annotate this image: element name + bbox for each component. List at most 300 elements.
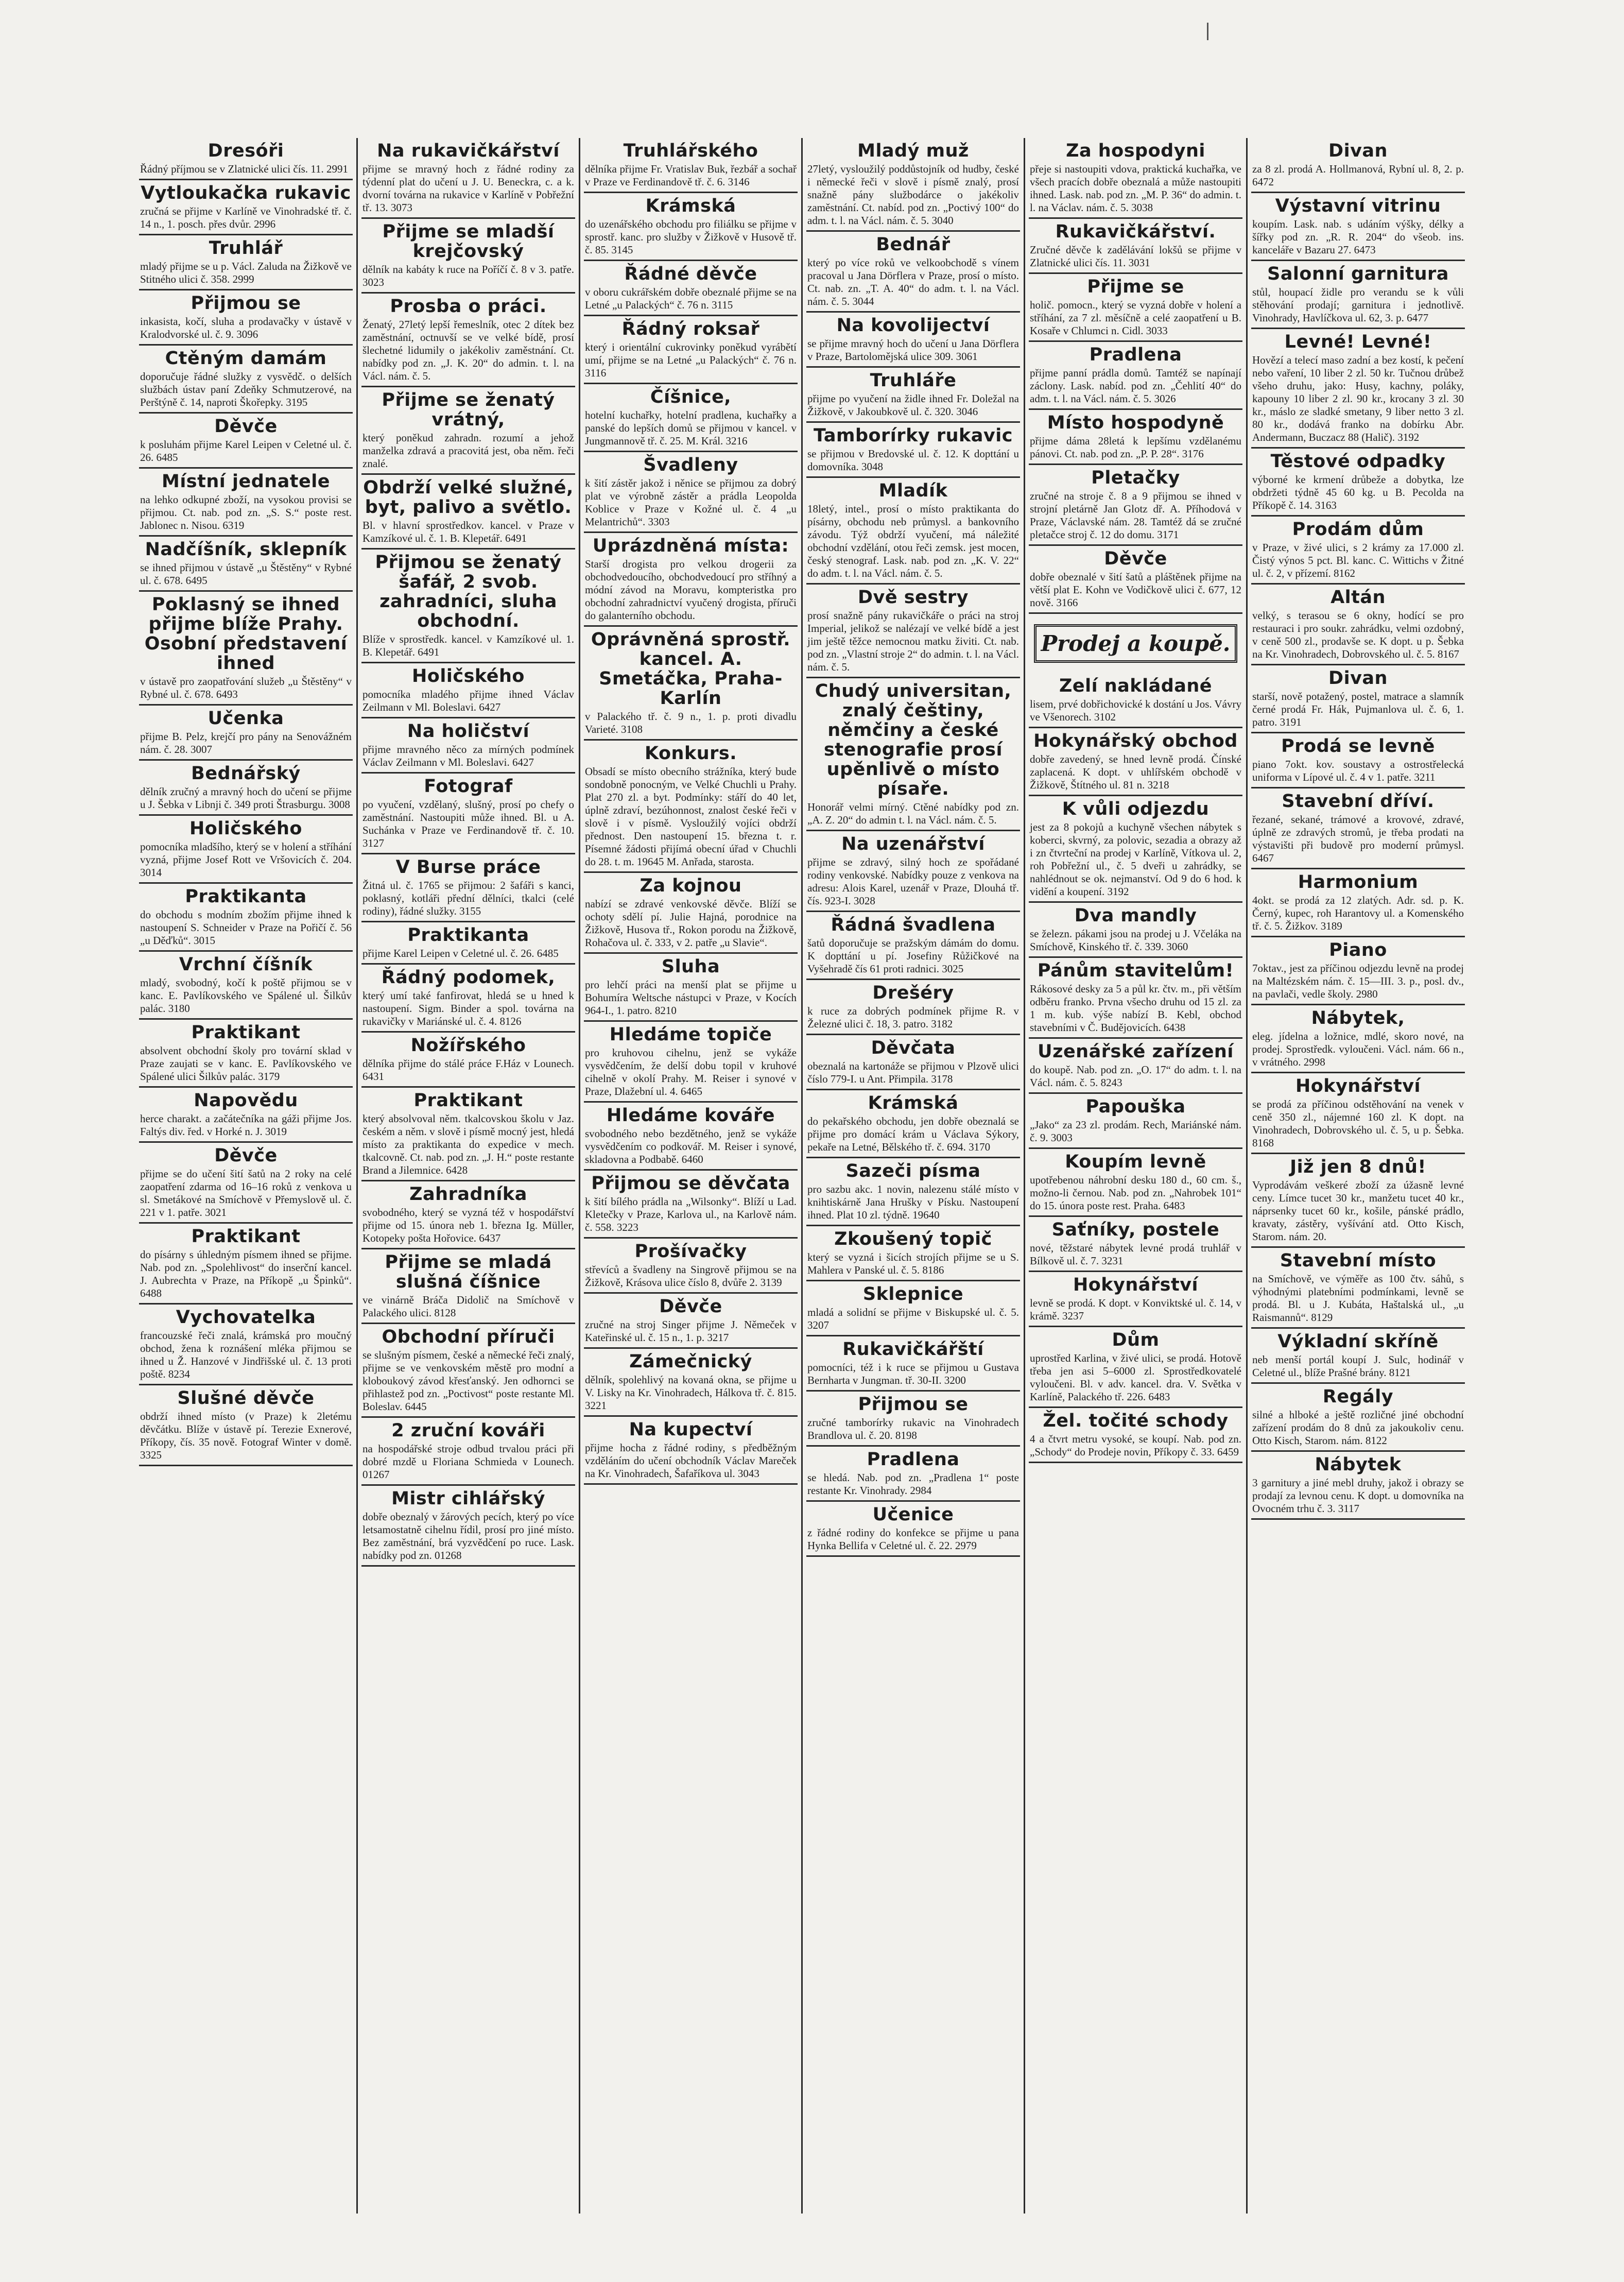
ad-body: k šití zástěr jakož i něnice se přijmou za dobrý plat ve výrobně zástěr a prádla Leopolda Koblice v Praze v Kožné ul. č. 4 „u Melantrichů“. 3303 — [585, 477, 797, 528]
ad-body: se přijme mravný hoch do učení u Jana Dörflera v Praze, Bartolomějská ulice 309. 3061 — [807, 337, 1019, 363]
ad-body: k posluhám přijme Karel Leipen v Celetné ul. č. 26. 6485 — [140, 438, 352, 464]
ad-body: levně se prodá. K dopt. v Konviktské ul. č. 14, v krámě. 3237 — [1030, 1297, 1241, 1322]
ad-body: Řádný příjmou se v Zlatnické ulici čís. 11. 2991 — [140, 163, 348, 175]
ad-body: mladý, svobodný, kočí k poště přijmou se v kanc. E. Pavlíkovského ve Spálené ul. Šilkův palác. 3180 — [140, 976, 352, 1015]
ad-heading: Prosba o práci. — [390, 296, 547, 317]
ad-body: na hospodářské stroje odbud trvalou práci při dobré mzdě u Floriana Schmieda v Lounech. 01267 — [362, 1443, 574, 1481]
ad-body: Ženatý, 27letý lepší řemeslník, otec 2 dítek bez zaměstnání, octnuvší se ve velké bídě, prosí šlechetné lidumily o jakékoliv zaměstnání. Ct. nabídky pod zn. „J. K. 20“ do admin. t. l. na Václ. nám. č. 5. — [362, 318, 574, 382]
ad-body: zručné na stroj Singer přijme J. Němeček v Kateřinské ul. č. 15 n., 1. p. 3217 — [585, 1318, 797, 1344]
ad-body: Bl. v hlavní sprostředkov. kancel. v Praze v Kamzíkové ul. č. 1. B. Klepetář. 6491 — [362, 519, 574, 544]
ad-heading: Praktikant — [413, 1090, 523, 1111]
ad-heading: Pradlena — [1089, 345, 1182, 365]
ad-heading: Mistr cihlářský — [391, 1488, 545, 1509]
ad-heading: Napovědu — [194, 1090, 298, 1111]
ad-body: 18letý, intel., prosí o místo praktikanta do písárny, obchodu neb průmysl. a bankovního závodu. Týž obdrží vyučení, má náležité obchodní vzdělání, otou řeči zemsk. jest mocen, český stenograf. Lask. nab. pod zn. „K. V. 22“ do adm. t. l. na Václ. nám. č. 5. — [807, 503, 1019, 579]
classified-ad — [361, 1088, 575, 1181]
ad-body: 4 a čtvrt metru vysoké, se koupí. Nab. pod zn. „Schody“ do Prodeje novin, Příkopy č. 33. 6459 — [1030, 1433, 1241, 1458]
ad-heading: Přijmou se — [858, 1394, 969, 1415]
ad-heading: Pletačky — [1091, 468, 1180, 488]
ad-body: velký, s terasou se 6 okny, hodící se pro restauraci i pro soukr. zahrádku, velmi ozdobný, v ceně 500 zl., prodavše se. K dopt. u p. Šebka na Kr. Vinohradech, Dobrovského ul. č. 5. 8167 — [1252, 609, 1464, 660]
ad-body: nové, těžstaré nábytek levné prodá truhlář v Bílkově ul. č. 7. 3231 — [1030, 1242, 1241, 1267]
classified-ad — [361, 1181, 575, 1249]
ad-body: na Smíchově, ve výměře as 100 čtv. sáhů, s výhodnými platebními podmínkami, levně se prodá. Bl. u J. Kubáta, Haštalská ul., „u Raismannů“. 8129 — [1252, 1273, 1464, 1324]
ad-body: dělník zručný a mravný hoch do učení se přijme u J. Šebka v Libnji č. 349 proti Štrasburgu. 3008 — [140, 785, 352, 811]
ad-body: který poněkud zahradn. rozumí a jehož manželka zdravá a pracovitá jest, oba něm. řeči znalé. — [362, 432, 574, 470]
ad-body: pomocníka mladého přijme ihned Václav Zeilmann v Ml. Boleslavi. 6427 — [362, 688, 574, 713]
classified-ad — [139, 537, 353, 592]
ad-body: se hledá. Nab. pod zn. „Pradlena 1“ poste restante Kr. Vinohrady. 2984 — [807, 1471, 1019, 1497]
classified-ad — [584, 1349, 798, 1417]
ad-heading: Uprázdněná místa: — [592, 536, 789, 556]
classified-ad — [361, 774, 575, 854]
ad-body: dobře obeznalý v žárových pecích, který po více letsamostatně cihelnu řídil, prosí pro jiné místo. Bez zaměstnání, brá vyzvědčení po ruce. Lask. nabídky pod zn. 01268 — [362, 1511, 574, 1562]
ad-heading: Dresóři — [208, 141, 284, 161]
classified-ad — [806, 1336, 1020, 1392]
ad-heading: Mladík — [878, 481, 948, 501]
ad-body: přijme dáma 28letá k lepšímu vzdělanému pánovi. Ct. nab. pod zn. „P. P. 28“. 3176 — [1030, 435, 1241, 460]
classified-ad — [361, 1486, 575, 1567]
ad-heading: Řádná švadlena — [831, 915, 996, 935]
classified-ad — [361, 922, 575, 965]
ad-body: k šití bílého prádla na „Wilsonky“. Blíží u Lad. Kletečky v Praze, Karlova ul., na Karlově nám. č. 558. 3223 — [585, 1195, 797, 1233]
classified-ad — [1029, 1039, 1242, 1094]
ad-heading: Bednář — [876, 234, 951, 255]
ad-body: Zručné děvče k zadělávání lokšů se přijme v Zlatnické ulici čís. 11. 3031 — [1030, 244, 1241, 269]
ad-heading: Přijme se — [1087, 277, 1184, 297]
classified-ad — [1029, 1327, 1242, 1408]
classified-ad — [361, 475, 575, 550]
ad-body: který po více roků ve velkoobchodě s vínem pracoval u Jana Dörflera v Praze, prosí o místo. Ct. nab. zn. „T. A. 40“ do adm. t. l. na Václ. nám. č. 5. 3044 — [807, 256, 1019, 307]
column-rule — [801, 138, 803, 2214]
ad-heading: Místo hospodyně — [1047, 413, 1224, 433]
classified-ad — [1251, 1384, 1465, 1452]
ad-body: v oboru cukrářském dobře obeznalé přijme se na Letné „u Palackých“ č. 76 n. 3115 — [585, 286, 797, 311]
ad-heading: Oprávněná sprostř. kancel. A. Smetáčka, Praha-Karlín — [591, 629, 791, 709]
ad-heading: Na kupectví — [629, 1419, 753, 1440]
classified-ad — [1029, 465, 1242, 546]
ad-heading: Sazeči písma — [845, 1161, 981, 1181]
ad-heading: Děvče — [1104, 548, 1167, 569]
ad-heading: Zahradníka — [409, 1184, 527, 1205]
ad-heading: Ctěným damám — [165, 348, 327, 369]
ad-body: svobodného nebo bezdětného, jenž se vykáže vysvědčením co podkovář. M. Reiser i synové, skladovna a Podbabě. 6460 — [585, 1127, 797, 1165]
ad-body: svobodného, který se vyzná též v hospodářství přijme od 15. února neb 1. března Ig. Müller, Kotopeky pošta Hořovice. 6437 — [362, 1206, 574, 1244]
ad-heading: Děvče — [214, 1145, 278, 1166]
ad-body: pro lehčí práci na menší plat se přijme u Bohumíra Weltsche nástupci v Praze, v Kocích 964-I., 1. patro. 8210 — [585, 979, 797, 1017]
ad-heading: Divan — [1328, 668, 1388, 689]
classified-ad — [584, 1022, 798, 1103]
ad-heading: Číšnice, — [650, 387, 732, 407]
ad-heading: Tamborírky rukavic — [814, 425, 1013, 446]
ad-heading: Obdrží velké služné, byt, palivo a světlo. — [363, 477, 574, 518]
ad-heading: Švadleny — [643, 455, 738, 475]
ad-body: výborné ke krmení drůbeže a dobytka, lze obdržeti týdně 45 60 kg. u B. Pecolda na Příkopě č. 14. 3163 — [1252, 473, 1464, 511]
classified-ad — [806, 1158, 1020, 1226]
ad-heading: Holičského — [189, 818, 302, 839]
ad-heading: Již jen 8 dnů! — [1290, 1157, 1426, 1177]
ad-body: šatů doporučuje se pražským dámám do domu. K dopttání u pí. Josefiny Růžičkové na Vyšehradě čís 61 proti radnici. 3025 — [807, 937, 1019, 975]
ad-heading: Salonní garnitura — [1267, 264, 1449, 284]
ad-body: pomocníka mladšího, který se v holení a stříhání vyzná, přijme Josef Rott ve Vršovicích č. 204. 3014 — [140, 840, 352, 879]
classified-ad — [361, 138, 575, 219]
classified-ad — [139, 816, 353, 884]
classified-ad — [806, 1447, 1020, 1502]
classified-ad — [139, 1224, 353, 1305]
ad-heading: Hledáme kováře — [607, 1105, 775, 1126]
ad-heading: Přijmou se — [191, 293, 301, 314]
ad-heading: Řádné děvče — [624, 264, 757, 284]
ad-heading: Přijme se mladší krejčovský — [382, 221, 555, 262]
column-rule — [1246, 138, 1248, 2214]
classified-ad — [806, 1035, 1020, 1090]
classified-ad — [584, 1103, 798, 1171]
classified-ad — [361, 1033, 575, 1088]
classified-ad — [806, 1392, 1020, 1447]
classified-ad — [1251, 733, 1465, 788]
classified-ad — [361, 294, 575, 387]
classified-ad — [139, 706, 353, 761]
ad-heading: Slušné děvče — [177, 1388, 315, 1409]
classified-ad — [806, 912, 1020, 980]
classified-ad — [1251, 1248, 1465, 1329]
ad-body: inkasista, kočí, sluha a prodavačky v ústavě v Kralodvorské ul. č. 9. 3096 — [140, 315, 352, 340]
ad-heading: Přijmou se děvčata — [591, 1173, 790, 1194]
ad-body: 7oktav., jest za příčinou odjezdu levně na prodej na Maltézském nám. č. 15—III. 3. p., posl. dv., na pavlači, vedle školy. 2980 — [1252, 962, 1464, 1000]
ad-body: pro sazbu akc. 1 novin, nalezenu stálé místo v knihtiskárně Jana Hrušky v Písku. Nastoupení ihned. Plat 10 zl. týdně. 19640 — [807, 1183, 1019, 1221]
classified-ad — [1251, 1452, 1465, 1520]
ad-body: Vyprodávám veškeré zboží za úžasně levné ceny. Límce tucet 30 kr., manžetu tucet 40 kr., náprsenky tucet 60 kr., košile, pánské prádlo, kravaty, zástěry, vyšívání atd. Otto Kisch, Starom. nám. 20. — [1252, 1179, 1464, 1243]
classified-ad — [1251, 585, 1465, 665]
column-5 — [1029, 138, 1242, 2214]
ad-heading: Děvčata — [871, 1038, 956, 1058]
section-banner — [1034, 624, 1237, 663]
ad-body: „Jako“ za 23 zl. prodám. Rech, Mariánské nám. č. 9. 3003 — [1030, 1119, 1241, 1144]
ad-heading: Přijme se ženatý vrátný, — [382, 390, 555, 430]
ad-heading: 2 zruční kováři — [391, 1420, 545, 1441]
ad-heading: Krámská — [868, 1093, 959, 1113]
ad-heading: Koupím levně — [1065, 1152, 1206, 1172]
ad-heading: Nožířského — [410, 1035, 526, 1056]
ad-body: se přijmou v Bredovské ul. č. 12. K dopttání u domovníka. 3048 — [807, 448, 1019, 473]
classified-ad — [584, 452, 798, 533]
classified-ad — [806, 585, 1020, 678]
classified-ad — [139, 290, 353, 346]
classified-ad — [1029, 1272, 1242, 1327]
classified-ad — [584, 1239, 798, 1294]
classified-ad — [139, 1020, 353, 1088]
classified-ad — [139, 180, 353, 235]
ad-body: Žitná ul. č. 1765 se přijmou: 2 šafáři s kanci, poklasný, kotláři přední dělníci, tkalci (celé rodiny), řádné služky. 3155 — [362, 879, 574, 917]
ad-heading: Žel. točité schody — [1043, 1411, 1229, 1431]
ad-body: do uzenářského obchodu pro filiálku se přijme v sprostř. kanc. pro služby v Žižkově v Husově tř. č. 85. 3145 — [585, 218, 797, 256]
classified-page — [139, 138, 1465, 2214]
ad-heading: Truhlářského — [623, 141, 758, 161]
classified-ad — [1029, 958, 1242, 1039]
classified-ad — [139, 469, 353, 537]
classified-ad — [139, 1385, 353, 1466]
ad-heading: Sluha — [661, 956, 720, 977]
ad-heading: Na holičství — [407, 721, 530, 742]
ad-heading: Dům — [1112, 1330, 1160, 1350]
ad-body: 4okt. se prodá za 12 zlatých. Adr. sd. p. K. Černý, kupec, roh Harantovy ul. a Komenského tř. č. 5. Žižkov. 3189 — [1252, 894, 1464, 932]
ad-heading: Fotograf — [424, 776, 513, 797]
ad-body: který umí také fanfirovat, hledá se u hned k nastoupení. Sigm. Binder a spol. továrna na rukavičky v Mariánské ul. č. 4. 8126 — [362, 989, 574, 1027]
ad-body: ve vinárně Bráča Didolič na Smíchově v Palackého ulici. 8128 — [362, 1294, 574, 1319]
ad-body: obeznalá na kartonáže se přijmou v Plzově ulici číslo 779-I. u Ant. Přimpila. 3178 — [807, 1060, 1019, 1085]
ad-body: zručné tamborírky rukavic na Vinohradech Brandlova ul. č. 20. 8198 — [807, 1416, 1019, 1442]
ad-body: dělník na kabáty k ruce na Poříčí č. 8 v 3. patře. 3023 — [362, 263, 574, 288]
ad-heading: Krámská — [645, 196, 736, 216]
classified-ad — [806, 1090, 1020, 1158]
ad-body: po vyučení, vzdělaný, slušný, prosí po chefy o zaměstnání. Nastoupiti může ihned. Bl. u A. Suchánka v Praze ve Ferdinandově tř. č. 10. 3127 — [362, 798, 574, 849]
classified-ad — [1251, 329, 1465, 449]
classified-ad — [806, 138, 1020, 232]
ad-heading: Hledáme topiče — [609, 1024, 772, 1045]
classified-ad — [1029, 138, 1242, 219]
ad-body: jest za 8 pokojů a kuchyně všechen nábytek s koberci, skvrný, za polovic, sezadia a obrazy až i zn čtvrteční na prodej v Karlíně, Vítkova ul. 2, roh Pobřežní ul., č. 5 dveři u zahrádky, se nahlédnout se ok. nejmanství. Od 9 do 6 hod. k vidění a koupení. 3192 — [1030, 821, 1241, 898]
ad-heading: Zkoušený topič — [834, 1229, 992, 1249]
ad-body: dobře obeznalé v šití šatů a pláštěnek přijme na větší plat E. Kohn ve Vodičkově ulici č. 677, 12 nově. 3166 — [1030, 571, 1241, 609]
ad-body: z řádné rodiny do konfekce se přijme u pana Hynka Bellifa v Celetné ul. č. 22. 2979 — [807, 1526, 1019, 1552]
classified-ad — [1251, 1154, 1465, 1248]
ad-heading: Hokynářství — [1295, 1076, 1421, 1096]
ad-heading: Vychovatelka — [176, 1307, 316, 1328]
ad-body: silné a hlboké a ještě rozličné jiné obchodní zařízení prodám do 8 dnů za jakoukoliv cenu. Otto Kisch, Starom. nám. 8122 — [1252, 1409, 1464, 1447]
classified-ad — [1029, 1094, 1242, 1149]
ad-heading: Za kojnou — [640, 876, 742, 896]
ad-heading: Za hospodyni — [1066, 141, 1205, 161]
ad-heading: Mladý muž — [857, 141, 969, 161]
ad-body: řezané, sekané, trámové a krovové, zdravé, úplně ze zdravých stromů, je třeba prodati na výstavišti při budově pro moderní průmysl. 6467 — [1252, 813, 1464, 864]
ad-body: herce charakt. a začátečníka na gáži přijme Jos. Faltýs div. řed. v Horké n. J. 3019 — [140, 1112, 352, 1138]
ad-body: přijme se mravný hoch z řádné rodiny za týdenní plat do učení u J. U. Beneckra, c. a k. dvorní továrna na rukavice v Karlíně v Pobřežní tř. 13. 3073 — [362, 163, 574, 214]
ad-heading: Na rukavičkářství — [377, 141, 560, 161]
ad-heading: Přijme se mladá slušná číšnice — [385, 1252, 552, 1292]
ad-body: Blíže v sprostředk. kancel. v Kamzíkové ul. 1. B. Klepetář. 6491 — [362, 633, 574, 658]
classified-ad — [361, 550, 575, 663]
ad-body: Rákosové desky za 5 a půl kr. čtv. m., při větším odběru franko. Prvna všecho druhu od 15 zl. za 1 m. kub. výše nabízí B. Kebl, obchod stavebními v Č. Budějovicích. 6438 — [1030, 983, 1241, 1034]
ad-heading: Poklasný se ihned přijme blíže Prahy. Osobní představení ihned — [144, 594, 348, 674]
ad-body: zručná se přijme v Karlíně ve Vinohradské tř. č. 14 n., 1. posch. přes dvůr. 2996 — [140, 205, 352, 230]
classified-ad — [806, 980, 1020, 1035]
classified-ad — [584, 316, 798, 384]
classified-ad — [1029, 903, 1242, 958]
ad-body: Honorář velmi mírný. Ctěné nabídky pod zn. „A. Z. 20“ do admin t. l. na Václ. nám. č. 5. — [807, 801, 1019, 826]
classified-ad — [361, 1249, 575, 1324]
ad-heading: Rukavičkářství. — [1055, 221, 1216, 242]
ad-heading: Papouška — [1085, 1096, 1186, 1117]
ad-heading: Drešéry — [872, 983, 954, 1003]
classified-ad — [1029, 728, 1242, 796]
ad-body: za 8 zl. prodá A. Hollmanová, Rybní ul. 8, 2. p. 6472 — [1252, 163, 1464, 188]
ad-body: střevíců a švadleny na Singrově přijmou se na Žižkově, Krásova ulice číslo 8, dvůře 2. 3139 — [585, 1263, 797, 1289]
ad-body: obdrží ihned místo (v Praze) k 2letému děvčátku. Blíže v ústavě pí. Terezie Exnerové, Příkopy, čís. 35 nově. Fotograf Winter v domě. 3325 — [140, 1410, 352, 1461]
ad-heading: Hokynářství — [1073, 1275, 1199, 1295]
classified-ad — [139, 346, 353, 414]
classified-ad — [139, 1305, 353, 1385]
ad-heading: Piano — [1329, 940, 1387, 960]
classified-ad — [139, 235, 353, 290]
classified-ad — [806, 678, 1020, 831]
ad-heading: Rukavičkářští — [842, 1339, 984, 1360]
ad-body: mladý přijme se u p. Václ. Zaluda na Žižkově ve Stitného ulici č. 358. 2999 — [140, 260, 352, 285]
ad-body: přijme Karel Leipen v Celetné ul. č. 26. 6485 — [362, 947, 559, 959]
ad-heading: Místní jednatele — [161, 471, 331, 492]
ad-body: do obchodu s modním zbožím přijme ihned k nastoupení S. Schneider v Praze na Pořičí č. 56 „u Děďků“. 3015 — [140, 908, 352, 947]
ad-body: přijme se do učení šití šatů na 2 roky na celé zaopatření zdarma od 16–16 roků z venkova u sl. Smetákové na Smíchově v Přemyslově ul. č. 221 v 1. patře. 3021 — [140, 1168, 352, 1219]
ad-body: Obsadí se místo obecního strážníka, který bude sondobně ponocným, ve Velké Chuchli u Prahy. Plat 270 zl. a byt. Podmínky: stáří do 40 let, úplně zdraví, bezúhonnost, znalost české řeči v slově i v písmě. Vysloužilý vojíci obdrží přednost. Den nastoupení 15. března t. r. Písemné žádosti přijímá obecní úřad v Chuchli do 28. t. m. 19645 M. Anřada, starosta. — [585, 765, 797, 868]
classified-ad — [1029, 342, 1242, 410]
ad-heading: Nábytek — [1315, 1454, 1402, 1475]
classified-ad — [584, 261, 798, 316]
classified-ad — [361, 718, 575, 774]
classified-ad — [361, 663, 575, 718]
classified-ad — [1251, 261, 1465, 329]
ad-body: přijme mravného něco za mírných podmínek Václav Zeilmann v Ml. Boleslavi. 6427 — [362, 743, 574, 768]
ad-heading: Na uzenářství — [841, 834, 985, 854]
ad-body: dobře zavedený, se hned levně prodá. Čínské zaplacená. K dopt. v uhlířském obchodě v Žižkově, Štítného ul. 81 n. 3218 — [1030, 753, 1241, 791]
ad-body: koupím. Lask. nab. s udáním výšky, délky a šířky pod zn. „R. R. 204“ do všeob. ins. kanceláře v Bazaru 27. 6473 — [1252, 218, 1464, 256]
ad-heading: Děvče — [659, 1296, 722, 1317]
ad-heading: Praktikanta — [185, 886, 307, 907]
ad-body: uprostřed Karlina, v živé ulici, se prodá. Hotově třeba jen asi 5–6000 zl. Sprostředkovatelé vyloučeni. Bl. v adv. kancel. dra. V. Světka v Karlíně, Palackého tř. 226. 6483 — [1030, 1352, 1241, 1403]
ad-body: nabízí se zdravé venkovské děvče. Blíží se ochoty sdělí pí. Julie Hajná, porodnice na Žižkově, Husova tř., Rokon porodu na Žižkově, Rohačova ul. č. 333, v 2. patře „u Slavie“. — [585, 898, 797, 949]
ad-body: doporučuje řádné služky z vysvědč. o delších službách ústav paní Zdeňky Schmutzerové, na Perštýně č. 14, naproti Škořepky. 3195 — [140, 370, 352, 408]
ad-body: piano 7okt. kov. soustavy a ostrostřelecká uniforma v Lípové ul. č. 4 v 1. patře. 3211 — [1252, 758, 1464, 783]
classified-ad — [139, 1088, 353, 1143]
column-6 — [1251, 138, 1465, 2214]
classified-ad — [361, 1418, 575, 1486]
ad-heading: Učenice — [872, 1504, 954, 1525]
classified-ad — [361, 219, 575, 294]
classified-ad — [361, 387, 575, 475]
ad-body: se ihned přijmou v ústavě „u Štěstěny“ v Rybné ul. č. 678. 6495 — [140, 561, 352, 587]
classified-ad — [584, 627, 798, 741]
ad-heading: Učenka — [208, 708, 284, 729]
ad-heading: Konkurs. — [644, 743, 737, 764]
ad-heading: Divan — [1328, 141, 1388, 161]
ad-heading: Řádný roksař — [621, 319, 760, 339]
ad-heading: Zelí nakládané — [1059, 676, 1213, 696]
classified-ad — [1251, 1329, 1465, 1384]
classified-ad — [139, 952, 353, 1020]
classified-ad — [806, 313, 1020, 368]
ad-heading: Zámečnický — [629, 1351, 752, 1372]
section-banner-title: Prodej a koupě. — [1041, 631, 1231, 656]
classified-ad — [361, 965, 575, 1033]
ad-body: Starší drogista pro velkou drogerii za obchodvedoucího, obchodvedoucí pro stříhný a módní závod na Moravu, kompteristka pro obchodní zahradnictví vyučený drogista, příruči do galanterního obchodu. — [585, 558, 797, 622]
ad-body: neb menší portál koupí J. Sulc, hodinář v Celetné ul., blíže Prašné brány. 8121 — [1252, 1353, 1464, 1379]
ad-body: upotřebenou náhrobní desku 180 d., 60 cm. š., možno-li černou. Nab. pod zn. „Nahrobek 101“ do 15. února poste rest. Praha. 6483 — [1030, 1174, 1241, 1212]
ad-body: dělníka přijme do stálé práce F.Ház v Lounech. 6431 — [362, 1057, 574, 1083]
column-1 — [139, 138, 353, 2214]
ad-heading: Přijmou se ženatý šafář, 2 svob. zahradníci, sluha obchodní. — [375, 552, 562, 631]
ad-heading: Výkladní skříně — [1277, 1331, 1439, 1352]
ad-body: na lehko odkupné zboží, na vysokou provisi se přijmou. Ct. nab. pod zn. „S. S.“ poste rest. Jablonec n. Nisou. 6319 — [140, 493, 352, 531]
ad-body: který absolvoval něm. tkalcovskou školu v Jaz. českém a něm. v slově i písmě mocný jest, hledá místo za praktikanta do expedice v mech. tkalcovně. Ct. nab. pod zn. „J. H.“ poste restante Brand a Jilemnice. 6428 — [362, 1112, 574, 1176]
classified-ad — [139, 138, 353, 180]
ad-body: starší, nově potažený, postel, matrace a slamník černé prodá Fr. Hák, Pujmanlova ul. č. 6, 1. patro. 3191 — [1252, 690, 1464, 728]
classified-ad — [1029, 219, 1242, 274]
ad-heading: Truhláře — [870, 370, 957, 391]
ad-heading: Truhlář — [209, 238, 283, 259]
classified-ad — [584, 384, 798, 452]
classified-ad — [806, 423, 1020, 478]
ad-body: k ruce za dobrých podmínek přijme R. v Železné ulici č. 18, 3. patro. 3182 — [807, 1005, 1019, 1030]
classified-ad — [139, 884, 353, 952]
ad-heading: Těstové odpadky — [1270, 451, 1446, 472]
ad-heading: Praktikanta — [407, 925, 529, 946]
ad-heading: Vytloukačka rukavic — [141, 183, 351, 203]
ad-heading: Prošívačky — [634, 1241, 747, 1262]
ad-body: přijme panní prádla domů. Tamtéž se napínají záclony. Lask. nabíd. pod zn. „Čehlití 40“ do adm. t. l. na Václ. nám. č. 5. 3026 — [1030, 367, 1241, 405]
classified-ad — [1029, 796, 1242, 903]
scan-mark — [1207, 23, 1208, 40]
ad-body: absolvent obchodní školy pro tovární sklad v Praze zaujati se v kanc. E. Pavlíkovského ve Spálené ulici Šilkův palác. 3179 — [140, 1044, 352, 1083]
classified-ad — [1029, 1408, 1242, 1463]
classified-ad — [361, 854, 575, 922]
ad-heading: Altán — [1331, 587, 1386, 608]
ad-heading: V Burse práce — [395, 857, 541, 878]
classified-ad — [139, 1143, 353, 1224]
ad-body: do koupě. Nab. pod zn. „O. 17“ do adm. t. l. na Václ. nám. č. 5. 8243 — [1030, 1063, 1241, 1089]
ad-body: hotelní kuchařky, hotelní pradlena, kuchařky a panské do lepších domů se přijmou v kancel. v Jungmannově tř. č. 25. M. Král. 3216 — [585, 409, 797, 447]
ad-body: přijme po vyučení na židle ihned Fr. Doležal na Žižkově, v Jakoubkově ul. č. 320. 3046 — [807, 392, 1019, 418]
classified-ad — [584, 954, 798, 1022]
classified-ad — [806, 831, 1020, 912]
ad-body: dělníka přijme Fr. Vratislav Buk, řezbář a sochař v Praze ve Ferdinandově tř. č. 6. 3146 — [585, 163, 797, 188]
ad-heading: Pánům stavitelům! — [1037, 960, 1234, 981]
classified-ad — [806, 1502, 1020, 1557]
ad-heading: Výstavní vitrinu — [1275, 196, 1441, 216]
ad-heading: Saťníky, postele — [1051, 1220, 1220, 1240]
ad-body: 3 garnitury a jiné mebl druhy, jakož i obrazy se prodají za levnou cenu. K dopt. u domovníka na Ovocném trhu č. 3. 3117 — [1252, 1477, 1464, 1515]
ad-body: Hovězí a telecí maso zadní a bez kostí, k pečení nebo vaření, 10 liber 2 zl. 50 kr. Tučnou drůbež všeho druhu, jako: Husy, kachny, poláky, kapouny 10 liber 2 zl. 90 kr., krocany 3 zl. 30 kr., máslo ze sladké smetany, 9 liber netto 3 zl. 80 kr., dodává franko na dobírku Abr. Andermann, Buczacz 88 (Halič). 3192 — [1252, 354, 1464, 443]
classified-ad — [806, 1226, 1020, 1281]
ad-body: zručné na stroje č. 8 a 9 přijmou se ihned v strojní pletárně Jan Glotz dř. A. Příhodová v Praze, Václavské nám. 28. Tamtéž dá se zručné pletačce stroj č. 12 do domu. 3171 — [1030, 490, 1241, 541]
classified-ad — [1251, 1073, 1465, 1154]
ad-heading: Praktikant — [191, 1022, 301, 1043]
classified-ad — [1251, 869, 1465, 937]
classified-ad — [1029, 1149, 1242, 1217]
classified-ad — [584, 193, 798, 261]
ad-heading: Dvě sestry — [858, 587, 969, 608]
ad-body: lisem, prvé dobřichovické k dostání u Jos. Vávry ve Všenorech. 3102 — [1030, 698, 1241, 723]
ad-heading: Řádný podomek, — [381, 967, 556, 988]
column-4 — [806, 138, 1020, 2214]
classified-ad — [1251, 937, 1465, 1005]
ad-body: pomocníci, též i k ruce se přijmou u Gustava Bernharta v Jungman. tř. 30-II. 3200 — [807, 1361, 1019, 1386]
classified-ad — [806, 478, 1020, 585]
column-rule — [356, 138, 358, 2214]
ad-heading: K vůli odjezdu — [1062, 799, 1210, 819]
ad-body: eleg. jídelna a ložnice, mdlé, skoro nové, na prodej. Sprostředk. vyloučeni. Václ. nám. 66 n., v vrátného. 2998 — [1252, 1030, 1464, 1068]
ad-heading: Na kovolijectví — [836, 315, 990, 336]
column-rule — [1024, 138, 1025, 2214]
ad-heading: Prodám dům — [1292, 519, 1424, 540]
classified-ad — [584, 1417, 798, 1485]
ad-heading: Nábytek, — [1311, 1008, 1405, 1028]
ad-heading: Regály — [1322, 1386, 1394, 1407]
classified-ad — [139, 761, 353, 816]
classified-ad — [584, 741, 798, 873]
ad-body: se železn. pákami jsou na prodej u J. Včeláka na Smíchově, Kinského tř. č. 339. 3060 — [1030, 928, 1241, 953]
classified-ad — [1251, 1005, 1465, 1073]
ad-heading: Praktikant — [191, 1226, 301, 1247]
ad-heading: Uzenářské zařízení — [1038, 1041, 1234, 1062]
classified-ad — [1029, 1217, 1242, 1272]
ad-body: v Palackého tř. č. 9 n., 1. p. proti divadlu Varieté. 3108 — [585, 710, 797, 735]
